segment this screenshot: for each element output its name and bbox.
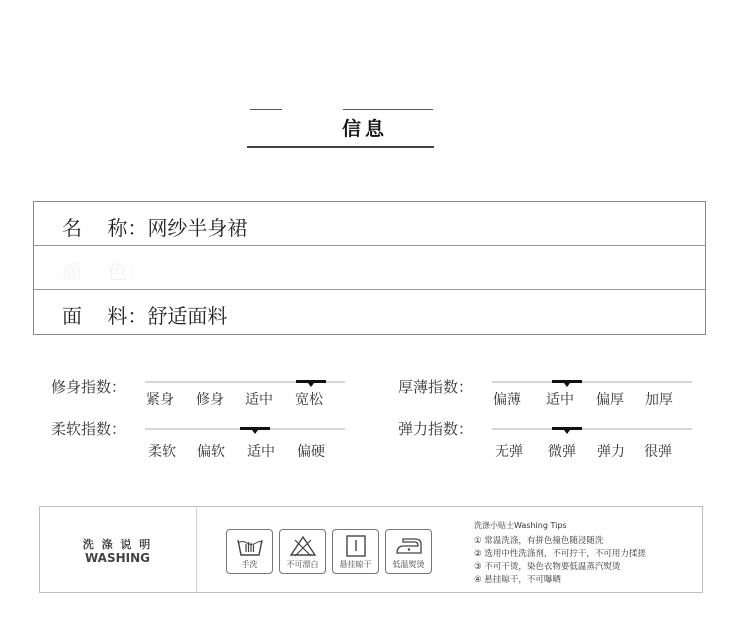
info-ghost-text: 颜 色： <box>62 260 148 284</box>
softness-index-option: 偏软 <box>197 444 225 460</box>
elasticity-index-label: 弹力指数： <box>398 420 474 438</box>
page-title: 信息 <box>341 118 388 140</box>
care-symbol-hand-wash <box>226 529 273 574</box>
info-value: 网纱半身裙 <box>147 216 248 240</box>
care-label: 低温熨烫 <box>392 560 425 569</box>
info-row-blank <box>34 246 705 290</box>
heading-rule-top-right <box>343 109 433 110</box>
heading-rule-bottom <box>247 146 434 148</box>
washing-title-en: WASHING <box>84 551 151 565</box>
elasticity-index-option: 无弹 <box>495 444 523 460</box>
care-symbol-low-iron <box>385 529 432 574</box>
washing-tips-title: 洗涤小贴士Washing Tips <box>474 521 567 530</box>
care-symbol-hang-dry <box>332 529 379 574</box>
washing-tip: ① 常温洗涤，有拼色撞色随浸随洗 <box>474 536 604 546</box>
thickness-index-option: 适中 <box>546 392 574 408</box>
thickness-index-option: 加厚 <box>645 392 673 408</box>
care-symbol-no-bleach <box>279 529 326 574</box>
elasticity-index-marker <box>552 427 582 430</box>
info-label: 名 称： <box>62 216 148 240</box>
fit-index-option: 紧身 <box>146 392 174 408</box>
elasticity-index-option: 很弹 <box>644 444 672 460</box>
softness-index-option: 偏硬 <box>297 444 325 460</box>
thickness-index-label: 厚薄指数： <box>398 378 474 396</box>
washing-title-cn: 洗 涤 说 明 <box>82 538 153 551</box>
thickness-index-scale <box>492 381 692 383</box>
thickness-index-option: 偏薄 <box>493 392 521 408</box>
heading-rule-top-left <box>250 109 282 110</box>
washing-divider <box>196 506 197 593</box>
washing-tip: ④ 悬挂晾干，不可曝晒 <box>474 575 561 585</box>
info-table <box>33 201 706 335</box>
info-row-fabric <box>34 290 705 334</box>
thickness-index-marker <box>552 380 582 383</box>
fit-index-marker <box>296 380 326 383</box>
fit-index-option: 修身 <box>196 392 224 408</box>
care-label: 悬挂晾干 <box>339 560 372 569</box>
softness-index-label: 柔软指数： <box>51 420 127 438</box>
washing-tip: ② 选用中性洗涤剂，不可拧干，不可用力揉搓 <box>474 549 646 559</box>
info-cell <box>62 300 227 329</box>
info-cell <box>62 212 247 241</box>
care-label: 手洗 <box>241 560 258 569</box>
elasticity-index-option: 弹力 <box>597 444 625 460</box>
washing-tip: ③ 不可干烫，染色衣物要低温蒸汽熨烫 <box>474 562 621 572</box>
fit-index-option: 宽松 <box>295 392 323 408</box>
elasticity-index-scale <box>492 428 692 430</box>
info-value: 舒适面料 <box>147 304 228 328</box>
elasticity-index-option: 微弹 <box>548 444 576 460</box>
care-label: 不可漂白 <box>286 560 319 569</box>
fit-index-label: 修身指数： <box>51 378 127 396</box>
softness-index-option: 适中 <box>247 444 275 460</box>
thickness-index-option: 偏厚 <box>596 392 624 408</box>
info-row-name <box>34 202 705 246</box>
softness-index-marker <box>240 427 270 430</box>
fit-index-option: 适中 <box>245 392 273 408</box>
softness-index-option: 柔软 <box>148 444 176 460</box>
info-label: 面 料： <box>62 304 148 328</box>
